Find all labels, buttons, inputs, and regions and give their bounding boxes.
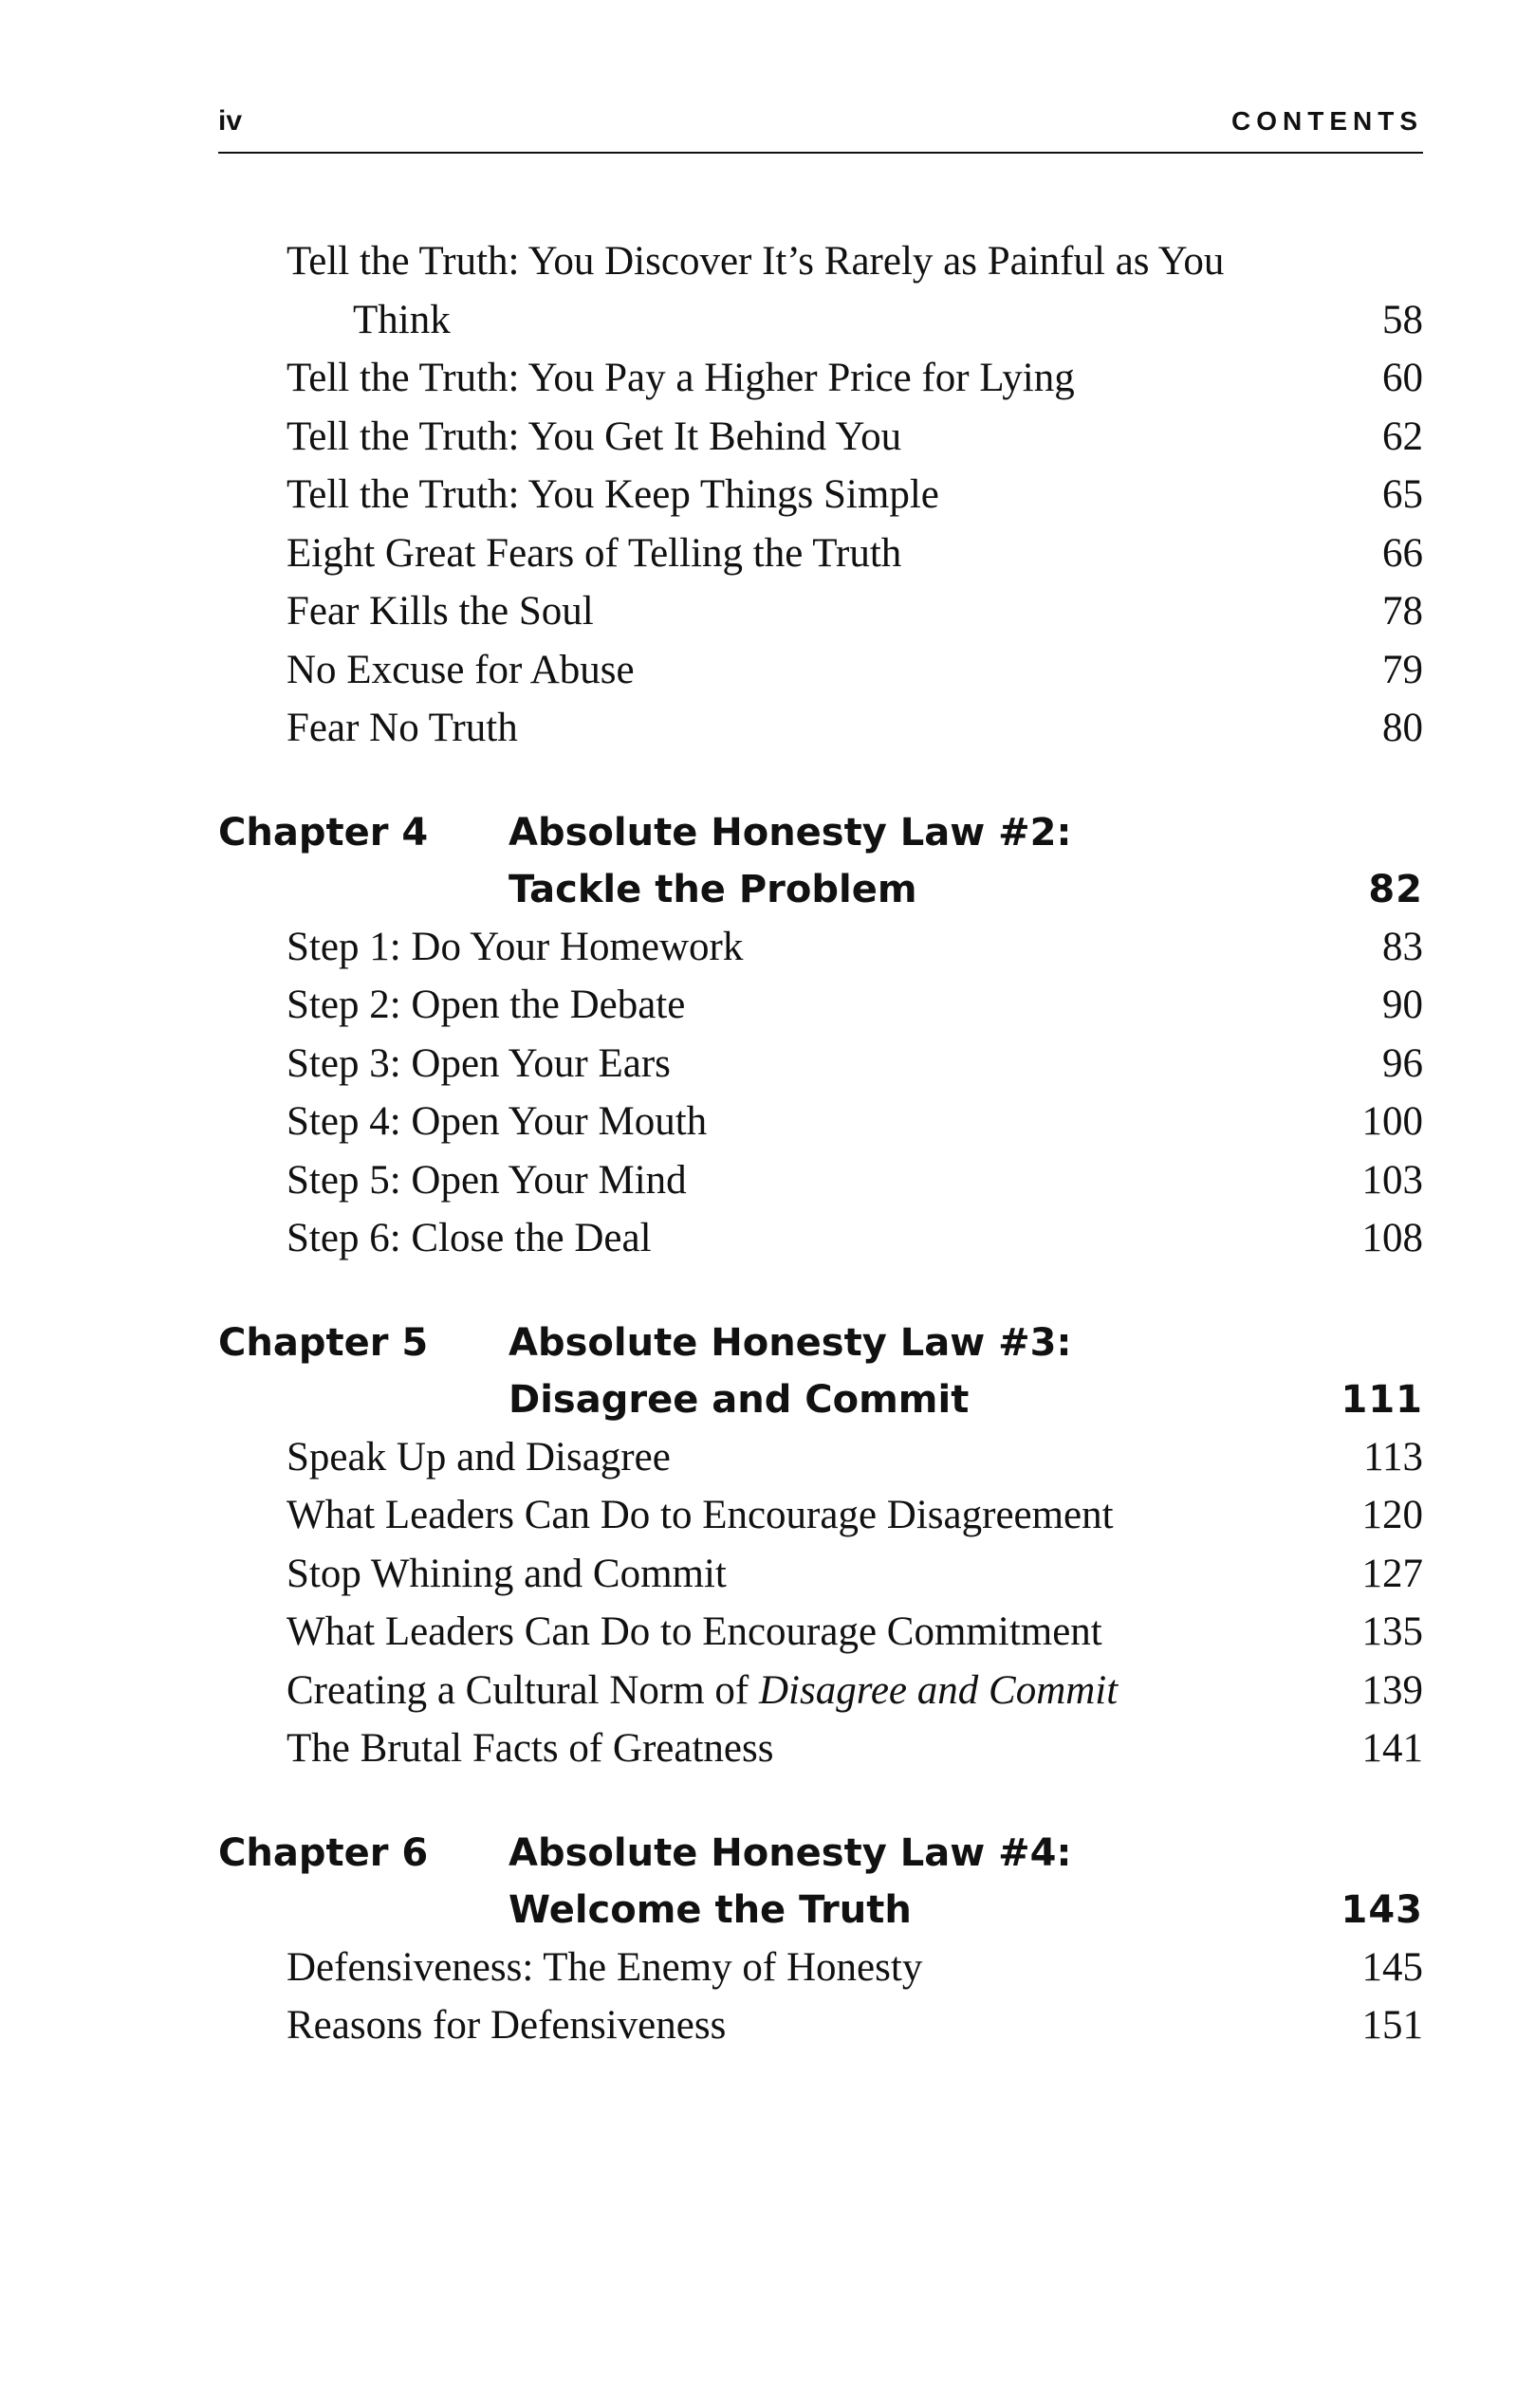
- toc-entry[interactable]: [218, 232, 1423, 349]
- toc-entry-page: 66: [1382, 530, 1423, 576]
- toc-entry-title-italic: Disagree and Commit: [758, 1667, 1119, 1713]
- toc-entry-page: 96: [1382, 1040, 1423, 1086]
- toc-entry-page: 79: [1382, 647, 1423, 692]
- toc-entry-title: Step 2: Open the Debate: [287, 983, 686, 1027]
- chapter-page: 143: [1341, 1887, 1423, 1932]
- chapter-5-heading[interactable]: [218, 1314, 1423, 1428]
- toc-entry-page: 113: [1363, 1434, 1423, 1480]
- toc-entry-title: Step 5: Open Your Mind: [287, 1157, 687, 1203]
- toc-entry-title-text: Creating a Cultural Norm of: [287, 1667, 759, 1713]
- toc-entry-title: The Brutal Facts of Greatness: [287, 1726, 774, 1771]
- toc-entry-title: What Leaders Can Do to Encourage Disagreement: [287, 1493, 1114, 1537]
- toc-entry-page: 145: [1361, 1944, 1423, 1990]
- toc-entry-title: Fear Kills the Soul: [287, 589, 594, 634]
- toc-entry-title: Step 4: Open Your Mouth: [287, 1099, 708, 1144]
- page-folio: iv: [218, 105, 243, 137]
- toc-entry-page: 80: [1382, 706, 1423, 750]
- toc-entry-title: Tell the Truth: You Get It Behind You: [287, 414, 902, 459]
- toc-entry-title: Step 3: Open Your Ears: [287, 1040, 671, 1086]
- toc-entry-page: 60: [1382, 356, 1423, 400]
- running-title: CONTENTS: [1231, 106, 1423, 136]
- toc-entry[interactable]: [218, 466, 1423, 524]
- chapter-title-line-1: Absolute Honesty Law #3:: [509, 1320, 1072, 1365]
- toc-entry[interactable]: [218, 1662, 1423, 1720]
- toc-entry-page: 58: [1382, 297, 1423, 342]
- toc-entry[interactable]: [218, 1486, 1423, 1545]
- toc-entry[interactable]: [218, 1428, 1423, 1487]
- toc-entry[interactable]: [218, 1545, 1423, 1604]
- toc-entry-page: 108: [1361, 1216, 1423, 1260]
- toc-entry[interactable]: [218, 524, 1423, 583]
- toc-entry-page: 127: [1361, 1551, 1423, 1596]
- toc-entry-title: Step 6: Close the Deal: [287, 1216, 652, 1260]
- toc-entry-page: 78: [1382, 589, 1423, 634]
- toc-entry[interactable]: [218, 1093, 1423, 1151]
- toc-entry-page: 120: [1361, 1493, 1423, 1537]
- toc-entry-title: Tell the Truth: You Discover It’s Rarely as Painful as You Think: [287, 239, 1225, 342]
- toc-entry-page: 100: [1361, 1099, 1423, 1144]
- toc-entry-page: 151: [1361, 2003, 1423, 2048]
- chapter-title-line-1: Absolute Honesty Law #2:: [509, 810, 1072, 855]
- toc-entry-page: 62: [1382, 414, 1423, 459]
- toc-entry[interactable]: [218, 1151, 1423, 1210]
- toc-entry[interactable]: [218, 349, 1423, 408]
- toc-entry-title: Reasons for Defensiveness: [287, 2003, 727, 2048]
- chapter-title-line-2: Tackle the Problem: [509, 867, 917, 911]
- toc-entry[interactable]: [218, 1209, 1423, 1268]
- chapter-label: Chapter 4: [218, 810, 429, 855]
- toc-entry-title: Fear No Truth: [287, 706, 518, 750]
- toc-entry-title: Speak Up and Disagree: [287, 1434, 671, 1480]
- toc-entry[interactable]: [218, 1719, 1423, 1778]
- chapter-page: 82: [1368, 867, 1423, 911]
- chapter-page: 111: [1341, 1377, 1423, 1422]
- toc-entry-page: 103: [1361, 1157, 1423, 1203]
- toc-entry[interactable]: [218, 1939, 1423, 1997]
- chapter-title-line-2: Disagree and Commit: [509, 1377, 970, 1422]
- toc-entry-page: 65: [1382, 472, 1423, 517]
- chapter-label: Chapter 6: [218, 1830, 429, 1875]
- toc-entry-page: 141: [1361, 1726, 1423, 1771]
- table-of-contents: [218, 232, 1423, 2055]
- chapter-4-heading[interactable]: [218, 804, 1423, 918]
- chapter-title-line-2: Welcome the Truth: [509, 1887, 912, 1932]
- toc-entry-title: Eight Great Fears of Telling the Truth: [287, 530, 902, 576]
- toc-entry-title: Step 1: Do Your Homework: [287, 924, 744, 969]
- toc-entry-title: Defensiveness: The Enemy of Honesty: [287, 1944, 923, 1990]
- toc-entry[interactable]: [218, 408, 1423, 467]
- toc-entry-page: 135: [1361, 1609, 1423, 1654]
- toc-entry-title: Tell the Truth: You Pay a Higher Price for Lying: [287, 356, 1075, 400]
- chapter-title-line-1: Absolute Honesty Law #4:: [509, 1830, 1072, 1875]
- toc-entry-title: [287, 1662, 1321, 1720]
- toc-entry[interactable]: [218, 699, 1423, 758]
- toc-entry-title: What Leaders Can Do to Encourage Commitment: [287, 1609, 1102, 1654]
- toc-entry-page: 90: [1382, 983, 1423, 1027]
- toc-entry-title: No Excuse for Abuse: [287, 647, 635, 692]
- toc-entry-page: 83: [1382, 924, 1423, 969]
- chapter-6-heading[interactable]: [218, 1825, 1423, 1939]
- toc-entry[interactable]: [218, 918, 1423, 977]
- toc-entry[interactable]: [218, 641, 1423, 700]
- toc-entry-title: Tell the Truth: You Keep Things Simple: [287, 472, 939, 517]
- toc-entry[interactable]: [218, 976, 1423, 1035]
- toc-entry-title: Stop Whining and Commit: [287, 1551, 727, 1596]
- toc-entry[interactable]: [218, 582, 1423, 641]
- toc-entry-page: 139: [1361, 1667, 1423, 1713]
- running-header: [218, 102, 1423, 154]
- chapter-label: Chapter 5: [218, 1320, 429, 1365]
- toc-entry[interactable]: [218, 1603, 1423, 1662]
- toc-entry[interactable]: [218, 1035, 1423, 1094]
- toc-entry[interactable]: [218, 1996, 1423, 2055]
